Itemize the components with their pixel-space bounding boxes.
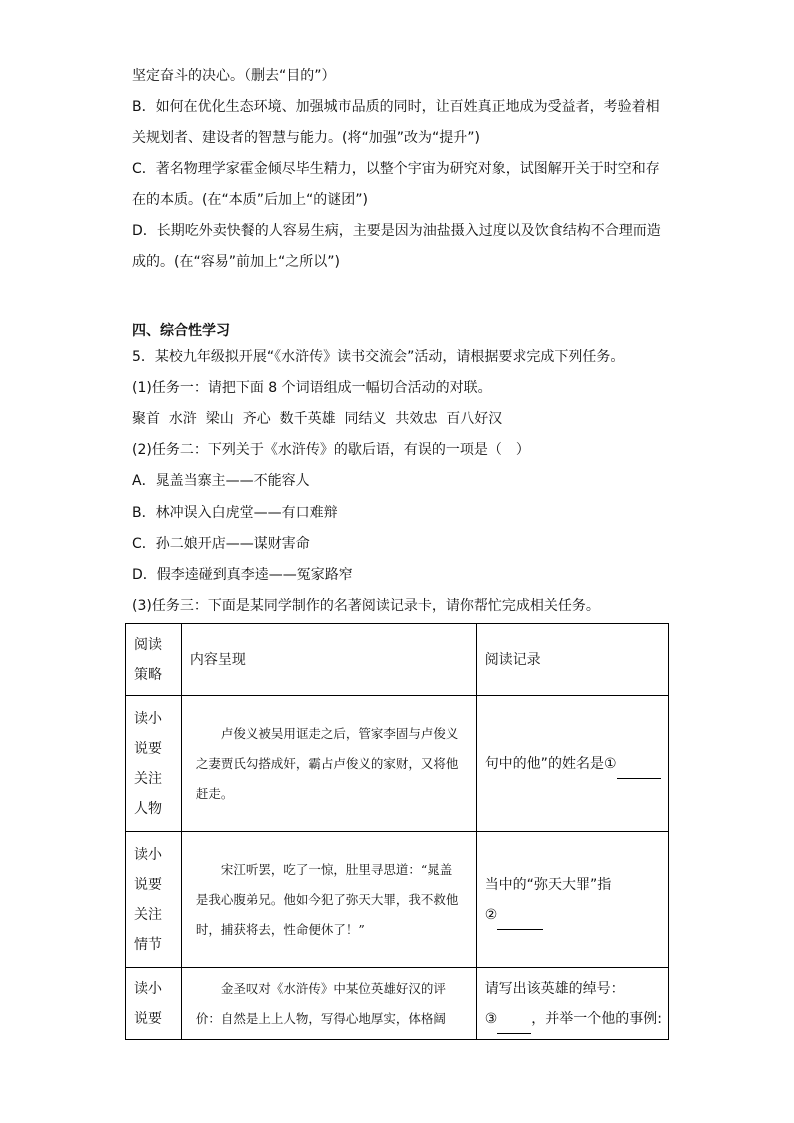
content-cell — [181, 832, 476, 968]
record-text: ② — [484, 906, 498, 923]
strategy-line: 说要 — [134, 740, 162, 757]
content-quote: 卢俊义被吴用诓走之后，管家李固与卢俊义之妻贾氏勾搭成奸，霸占卢俊义的家财，又将他赶走。 — [195, 725, 459, 801]
answer-blank[interactable] — [497, 913, 543, 930]
text-line: B．如何在优化生态环境、加强城市品质的同时，让百姓真正地成为受益者，考验着相 — [132, 99, 660, 115]
content-quote: 金圣叹对《水浒传》中某位英雄好汉的评价：自然是上上人物，写得心地厚实，体格阔 — [195, 980, 446, 1026]
content-cell — [181, 696, 476, 832]
task-2: (2)任务二：下列关于《水浒传》的歇后语，有误的一项是（ ） — [132, 442, 530, 458]
record-cell — [476, 696, 668, 832]
answer-blank[interactable] — [497, 1017, 531, 1034]
table-header-row — [126, 624, 669, 696]
option-b: B．林冲误入白虎堂——有口难辩 — [132, 505, 338, 521]
text-line: 坚定奋斗的决心。（删去“目的”） — [132, 68, 336, 84]
header-record — [476, 624, 668, 696]
answer-blank[interactable] — [617, 762, 661, 779]
option-d: D．假李逵碰到真李逵——冤家路窄 — [132, 567, 353, 583]
record-text: ，并举一个他的事例: — [531, 1010, 662, 1027]
option-a: A．晁盖当寨主——不能容人 — [132, 473, 310, 489]
task-3: (3)任务三：下面是某同学制作的名著阅读记录卡，请你帮忙完成相关任务。 — [132, 598, 600, 614]
header-strategy-line: 阅读 — [134, 636, 162, 653]
option-c: C．孙二娘开店——谋财害命 — [132, 536, 310, 552]
strategy-line: 情节 — [134, 936, 162, 953]
record-cell — [476, 968, 668, 1040]
reading-record-card — [125, 623, 669, 1040]
text-line: 成的。(在“容易”前加上“之所以”) — [132, 254, 340, 270]
text-line: D．长期吃外卖快餐的人容易生病，主要是因为油盐摄入过度以及饮食结构不合理而造 — [132, 223, 661, 239]
strategy-line: 关注 — [134, 906, 162, 923]
header-record-label: 阅读记录 — [484, 651, 541, 668]
text-line: C．著名物理学家霍金倾尽毕生精力，以整个宇宙为研究对象，试图解开关于时空和存 — [132, 161, 660, 177]
question-5: 5．某校九年级拟开展“《水浒传》读书交流会”活动，请根据要求完成下列任务。 — [132, 349, 625, 365]
header-strategy-line: 策略 — [134, 666, 162, 683]
table-row — [126, 696, 669, 832]
strategy-cell — [126, 696, 182, 832]
content-quote: 宋江听罢，吃了一惊，肚里寻思道：“晁盖是我心腹弟兄。他如今犯了弥天大罪，我不救他时，捕获将去，性命便休了！” — [195, 861, 459, 937]
strategy-cell — [126, 832, 182, 968]
text-line: 关规划者、建设者的智慧与能力。(将“加强”改为“提升”) — [132, 130, 480, 146]
text-line: 在的本质。(在“本质”后加上“的谜团”) — [132, 192, 368, 208]
word-list: 聚首 水浒 梁山 齐心 数千英雄 同结义 共效忠 百八好汉 — [132, 411, 503, 427]
header-content — [181, 624, 476, 696]
strategy-line: 人物 — [134, 800, 162, 817]
section-heading: 四、综合性学习 — [132, 323, 230, 339]
record-cell — [476, 832, 668, 968]
table-row — [126, 968, 669, 1040]
record-text: 当中的“弥天大罪”指 — [484, 876, 612, 893]
record-text: 句中的他”的姓名是① — [484, 755, 617, 772]
strategy-line: 读小 — [134, 980, 162, 997]
strategy-line: 读小 — [134, 710, 162, 727]
strategy-cell — [126, 968, 182, 1040]
strategy-line: 说要 — [134, 1010, 162, 1027]
header-strategy — [126, 624, 182, 696]
table-row — [126, 832, 669, 968]
content-cell — [181, 968, 476, 1040]
strategy-line: 读小 — [134, 846, 162, 863]
strategy-line: 关注 — [134, 770, 162, 787]
record-text: 请写出该英雄的绰号： — [484, 980, 625, 997]
strategy-line: 说要 — [134, 876, 162, 893]
header-content-label: 内容呈现 — [189, 651, 246, 668]
record-text: ③ — [484, 1010, 498, 1027]
task-1: (1)任务一：请把下面 8 个词语组成一幅切合活动的对联。 — [132, 380, 492, 396]
